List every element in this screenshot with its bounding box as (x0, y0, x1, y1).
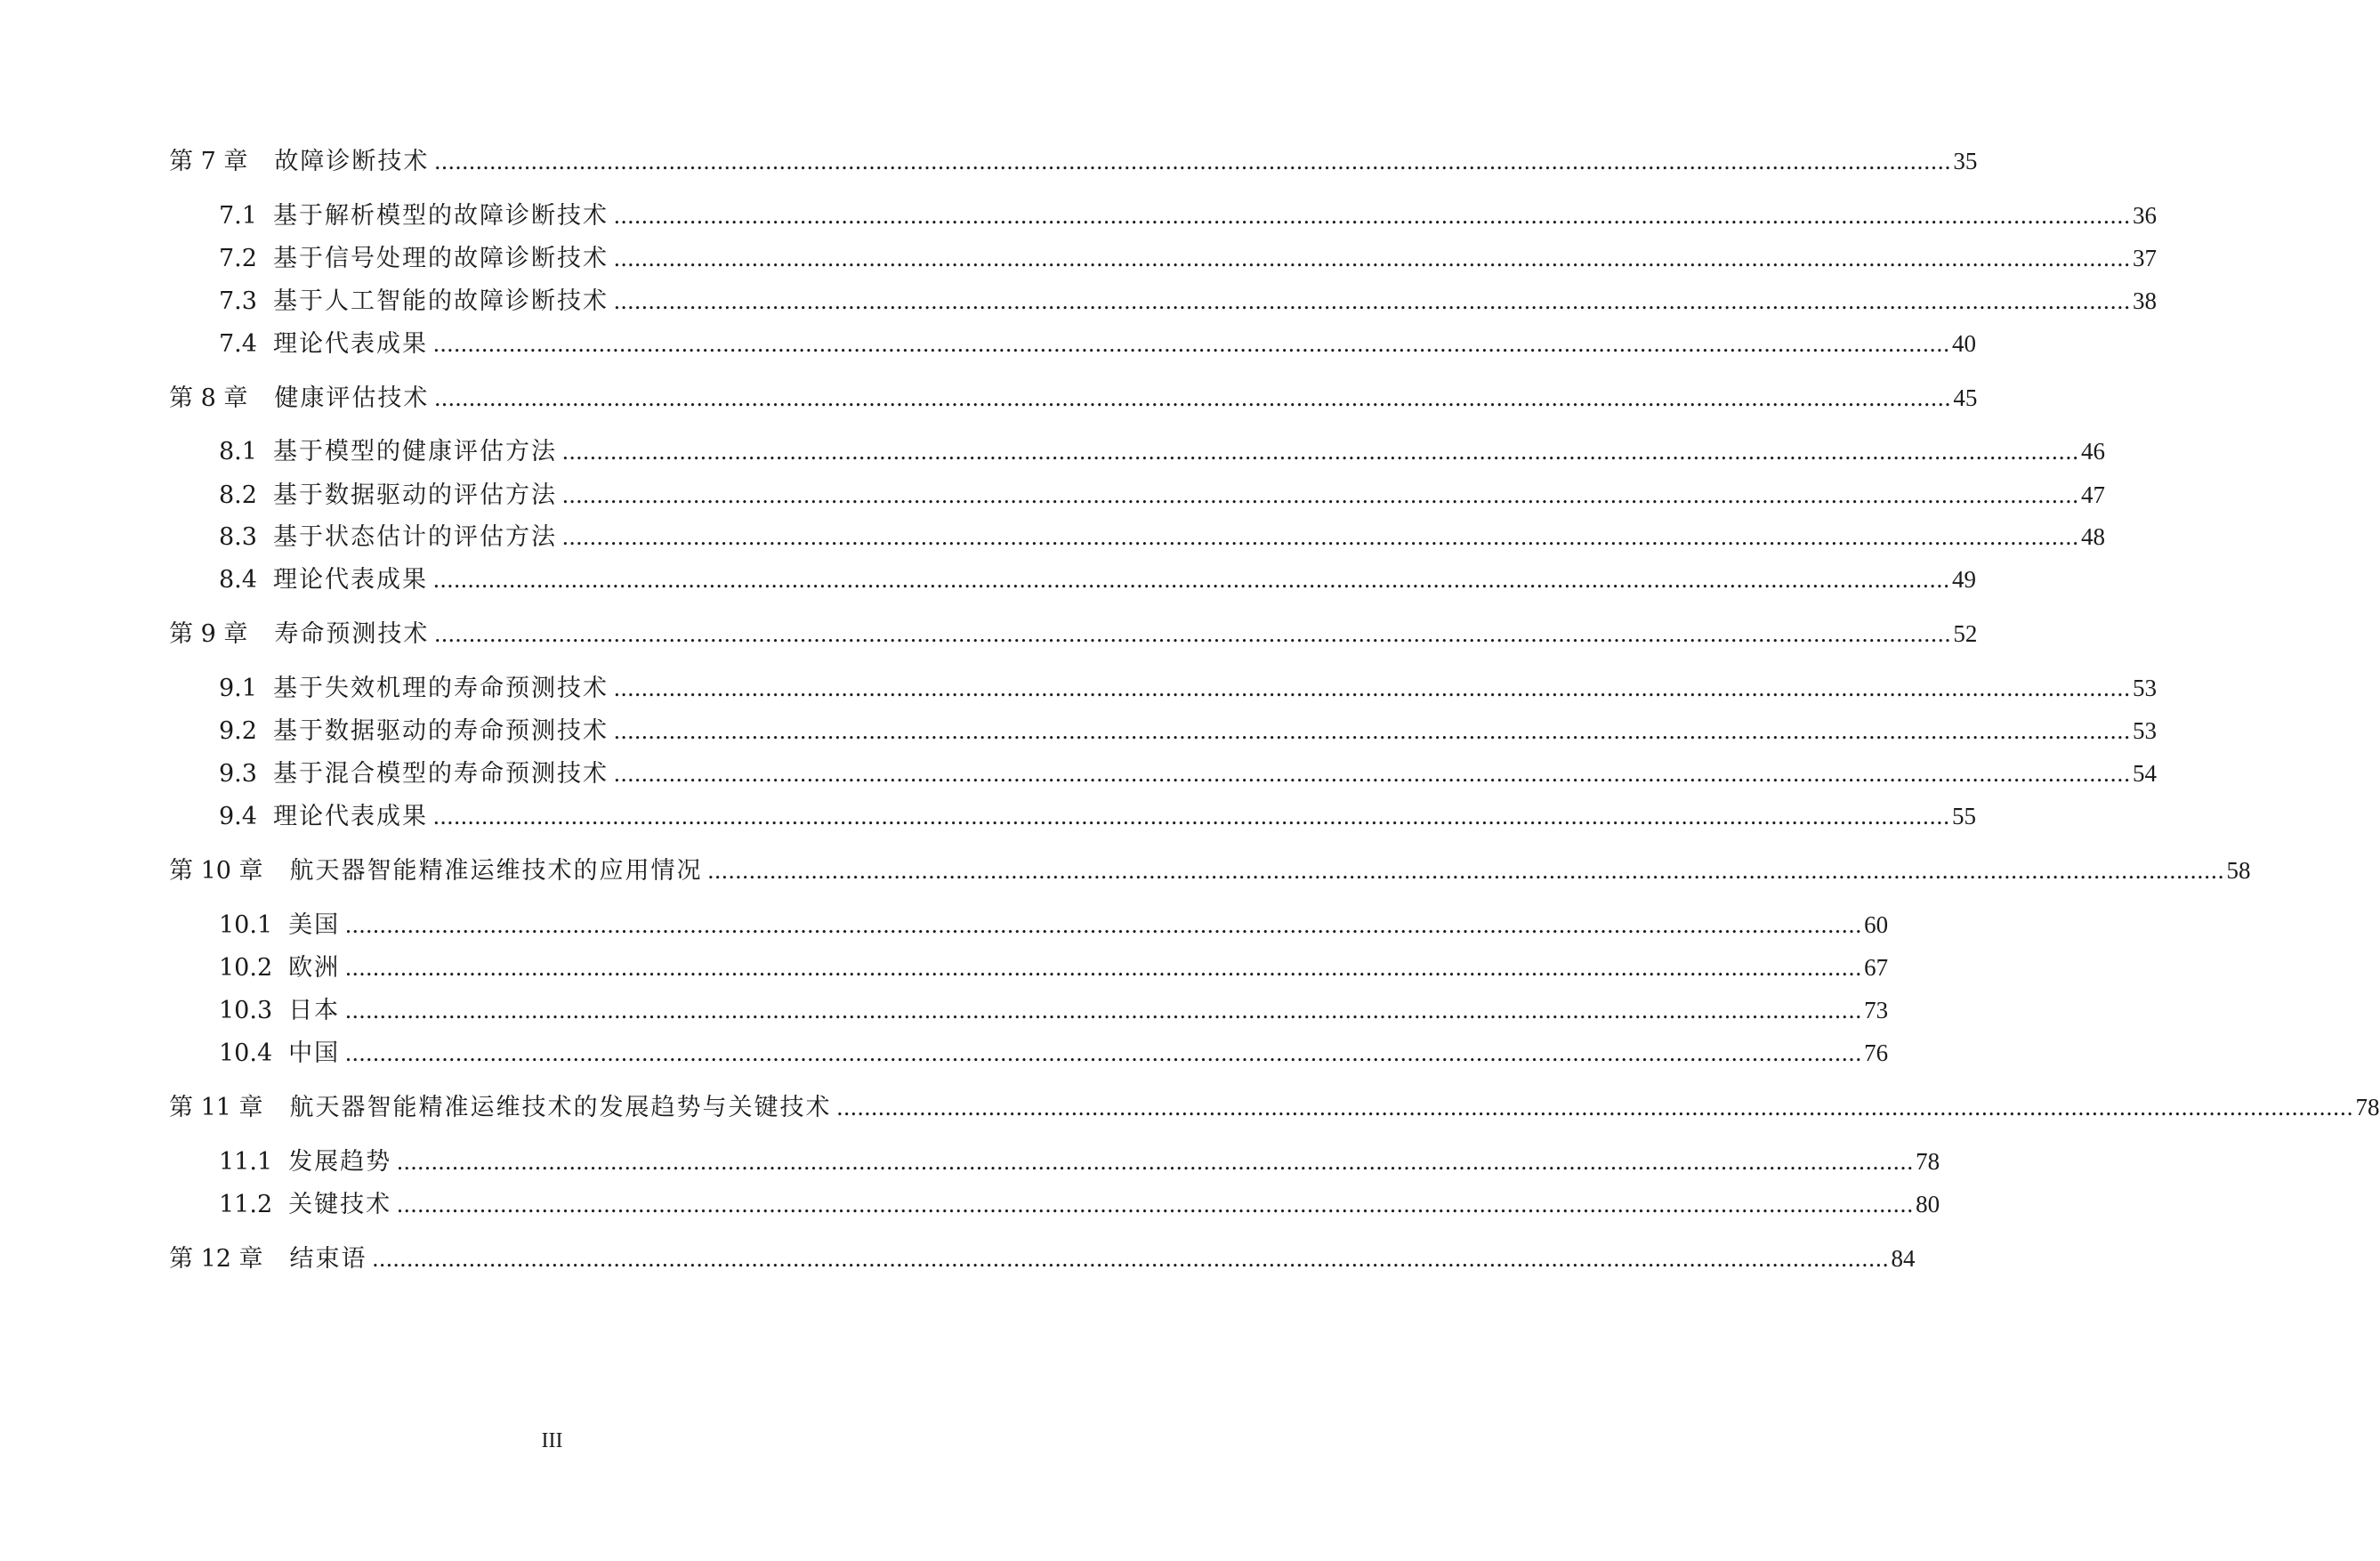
dot-leader: ............................................................................................................................................................................................................................ (397, 1148, 1915, 1175)
toc-entry-title: 航天器智能精准运维技术的发展趋势与关键技术 (289, 1094, 832, 1121)
toc-entry-number: 11.2 (219, 1191, 273, 1218)
toc-entry-title: 结束语 (289, 1245, 367, 1273)
toc-entry-number: 第 11 章 (169, 1094, 263, 1121)
toc-entry-9-3[interactable] (219, 757, 2157, 789)
dot-leader: ............................................................................................................................................................................................................................ (613, 760, 2131, 787)
toc-entry-number: 第 9 章 (169, 620, 248, 648)
toc-entry-9-4[interactable] (219, 800, 1976, 832)
toc-entry-page: 84 (1891, 1245, 1916, 1272)
toc-entry-8-2[interactable] (219, 479, 2105, 511)
dot-leader: ............................................................................................................................................................................................................................ (613, 717, 2131, 744)
dot-leader: ............................................................................................................................................................................................................................ (613, 675, 2131, 701)
toc-entry-10-3[interactable] (219, 994, 1889, 1026)
dot-leader: ............................................................................................................................................................................................................................ (434, 620, 1952, 647)
toc-entry-title: 理论代表成果 (272, 330, 428, 358)
dot-leader: ............................................................................................................................................................................................................................ (613, 245, 2131, 271)
toc-entry-title: 基于状态估计的评估方法 (272, 523, 557, 551)
toc-entry-title: 基于混合模型的寿命预测技术 (272, 760, 609, 788)
toc-entry-page: 76 (1864, 1039, 1889, 1066)
toc-entry-page: 45 (1953, 384, 1978, 411)
toc-entry-page: 37 (2132, 245, 2157, 271)
toc-entry-title: 故障诊断技术 (274, 148, 430, 175)
toc-entry-page: 53 (2132, 675, 2157, 701)
toc-entry-number: 7.4 (219, 330, 257, 358)
dot-leader: ............................................................................................................................................................................................................................ (432, 330, 1950, 357)
dot-leader: ............................................................................................................................................................................................................................ (836, 1094, 2354, 1120)
toc-entry-number: 第 10 章 (169, 857, 263, 885)
toc-entry-number: 7.1 (219, 202, 257, 230)
toc-entry-number: 11.1 (219, 1148, 273, 1176)
toc-entry-number: 8.3 (219, 523, 257, 551)
toc-entry-page: 60 (1864, 911, 1889, 938)
toc-entry-10-2[interactable] (219, 951, 1889, 983)
toc-entry-11-2[interactable] (219, 1188, 1940, 1220)
toc-entry-page: 49 (1951, 566, 1976, 593)
toc-entry-7-3[interactable] (219, 285, 2157, 317)
toc-entry-page: 58 (2226, 857, 2251, 884)
toc-entry-7-4[interactable] (219, 328, 1976, 360)
toc-entry-title: 基于数据驱动的评估方法 (272, 481, 557, 509)
toc-entry-page: 47 (2080, 481, 2105, 508)
toc-entry-number: 第 12 章 (169, 1245, 263, 1273)
toc-entry-number: 8.4 (219, 566, 257, 594)
toc-entry-title: 中国 (288, 1039, 341, 1067)
toc-entry-number: 9.1 (219, 675, 257, 702)
dot-leader: ............................................................................................................................................................................................................................ (707, 857, 2225, 884)
toc-entry-number: 8.1 (219, 438, 257, 465)
toc-entry-number: 10.1 (219, 911, 273, 939)
toc-entry-title: 航天器智能精准运维技术的应用情况 (289, 857, 703, 885)
toc-entry-number: 第 8 章 (169, 384, 248, 412)
toc-entry-title: 基于信号处理的故障诊断技术 (272, 245, 609, 272)
toc-entry-page: 78 (1916, 1148, 1940, 1175)
toc-entry-number: 9.2 (219, 717, 257, 745)
dot-leader: ............................................................................................................................................................................................................................ (397, 1191, 1915, 1217)
toc-entry-page: 78 (2355, 1094, 2380, 1120)
dot-leader: ............................................................................................................................................................................................................................ (613, 202, 2131, 229)
page-number: III (541, 1429, 563, 1452)
toc-entry-title: 基于模型的健康评估方法 (272, 438, 557, 465)
toc-entry-number: 7.3 (219, 287, 257, 315)
toc-entry-title: 寿命预测技术 (274, 620, 430, 648)
toc-entry-number: 7.2 (219, 245, 257, 272)
toc-entry-page: 73 (1864, 997, 1889, 1023)
toc-entry-number: 9.3 (219, 760, 257, 788)
toc-entry-9-2[interactable] (219, 715, 2157, 747)
toc-entry-chapter-12[interactable] (169, 1242, 1916, 1274)
toc-entry-chapter-8[interactable] (169, 382, 1978, 414)
toc-entry-title: 欧洲 (288, 954, 341, 982)
toc-entry-8-1[interactable] (219, 435, 2105, 467)
toc-entry-page: 48 (2080, 523, 2105, 550)
toc-entry-number: 10.3 (219, 997, 273, 1024)
toc-entry-title: 关键技术 (288, 1191, 392, 1218)
toc-entry-title: 日本 (288, 997, 341, 1024)
toc-entry-chapter-7[interactable] (169, 145, 1978, 177)
toc-entry-title: 基于失效机理的寿命预测技术 (272, 675, 609, 702)
toc-entry-chapter-11[interactable] (169, 1091, 2380, 1123)
toc-entry-10-4[interactable] (219, 1037, 1889, 1069)
toc-entry-10-1[interactable] (219, 909, 1889, 941)
dot-leader: ............................................................................................................................................................................................................................ (432, 566, 1950, 593)
toc-entry-7-1[interactable] (219, 199, 2157, 231)
dot-leader: ............................................................................................................................................................................................................................ (434, 384, 1952, 411)
toc-entry-7-2[interactable] (219, 242, 2157, 274)
dot-leader: ............................................................................................................................................................................................................................ (561, 438, 2079, 465)
toc-entry-number: 10.2 (219, 954, 273, 982)
dot-leader: ............................................................................................................................................................................................................................ (434, 148, 1952, 174)
dot-leader: ............................................................................................................................................................................................................................ (345, 1039, 1863, 1066)
dot-leader: ............................................................................................................................................................................................................................ (345, 954, 1863, 981)
toc-entry-page: 53 (2132, 717, 2157, 744)
toc-entry-8-4[interactable] (219, 563, 1976, 595)
toc-entry-page: 38 (2132, 287, 2157, 314)
toc-entry-chapter-10[interactable] (169, 854, 2251, 886)
toc-entry-number: 9.4 (219, 803, 257, 830)
toc-entry-page: 54 (2132, 760, 2157, 787)
toc-entry-number: 8.2 (219, 481, 257, 509)
toc-entry-title: 基于数据驱动的寿命预测技术 (272, 717, 609, 745)
toc-entry-11-1[interactable] (219, 1145, 1940, 1177)
dot-leader: ............................................................................................................................................................................................................................ (432, 803, 1950, 829)
dot-leader: ............................................................................................................................................................................................................................ (345, 911, 1863, 938)
toc-entry-page: 36 (2132, 202, 2157, 229)
toc-entry-page: 46 (2080, 438, 2105, 465)
toc-entry-page: 55 (1951, 803, 1976, 829)
toc-entry-page: 35 (1953, 148, 1978, 174)
toc-entry-title: 基于人工智能的故障诊断技术 (272, 287, 609, 315)
toc-entry-page: 80 (1916, 1191, 1940, 1217)
toc-entry-8-3[interactable] (219, 521, 2105, 553)
toc-entry-title: 美国 (288, 911, 341, 939)
toc-entry-chapter-9[interactable] (169, 618, 1978, 650)
dot-leader: ............................................................................................................................................................................................................................ (345, 997, 1863, 1023)
toc-entry-title: 理论代表成果 (272, 803, 428, 830)
toc-entry-page: 67 (1864, 954, 1889, 981)
toc-entry-number: 10.4 (219, 1039, 273, 1067)
toc-entry-title: 健康评估技术 (274, 384, 430, 412)
toc-entry-title: 发展趋势 (288, 1148, 392, 1176)
toc-entry-title: 基于解析模型的故障诊断技术 (272, 202, 609, 230)
toc-entry-title: 理论代表成果 (272, 566, 428, 594)
toc-entry-page: 52 (1953, 620, 1978, 647)
dot-leader: ............................................................................................................................................................................................................................ (613, 287, 2131, 314)
dot-leader: ............................................................................................................................................................................................................................ (561, 481, 2079, 508)
dot-leader: ............................................................................................................................................................................................................................ (561, 523, 2079, 550)
toc-entry-9-1[interactable] (219, 672, 2157, 704)
toc-entry-number: 第 7 章 (169, 148, 248, 175)
toc-entry-page: 40 (1951, 330, 1976, 357)
dot-leader: ............................................................................................................................................................................................................................ (372, 1245, 1890, 1272)
